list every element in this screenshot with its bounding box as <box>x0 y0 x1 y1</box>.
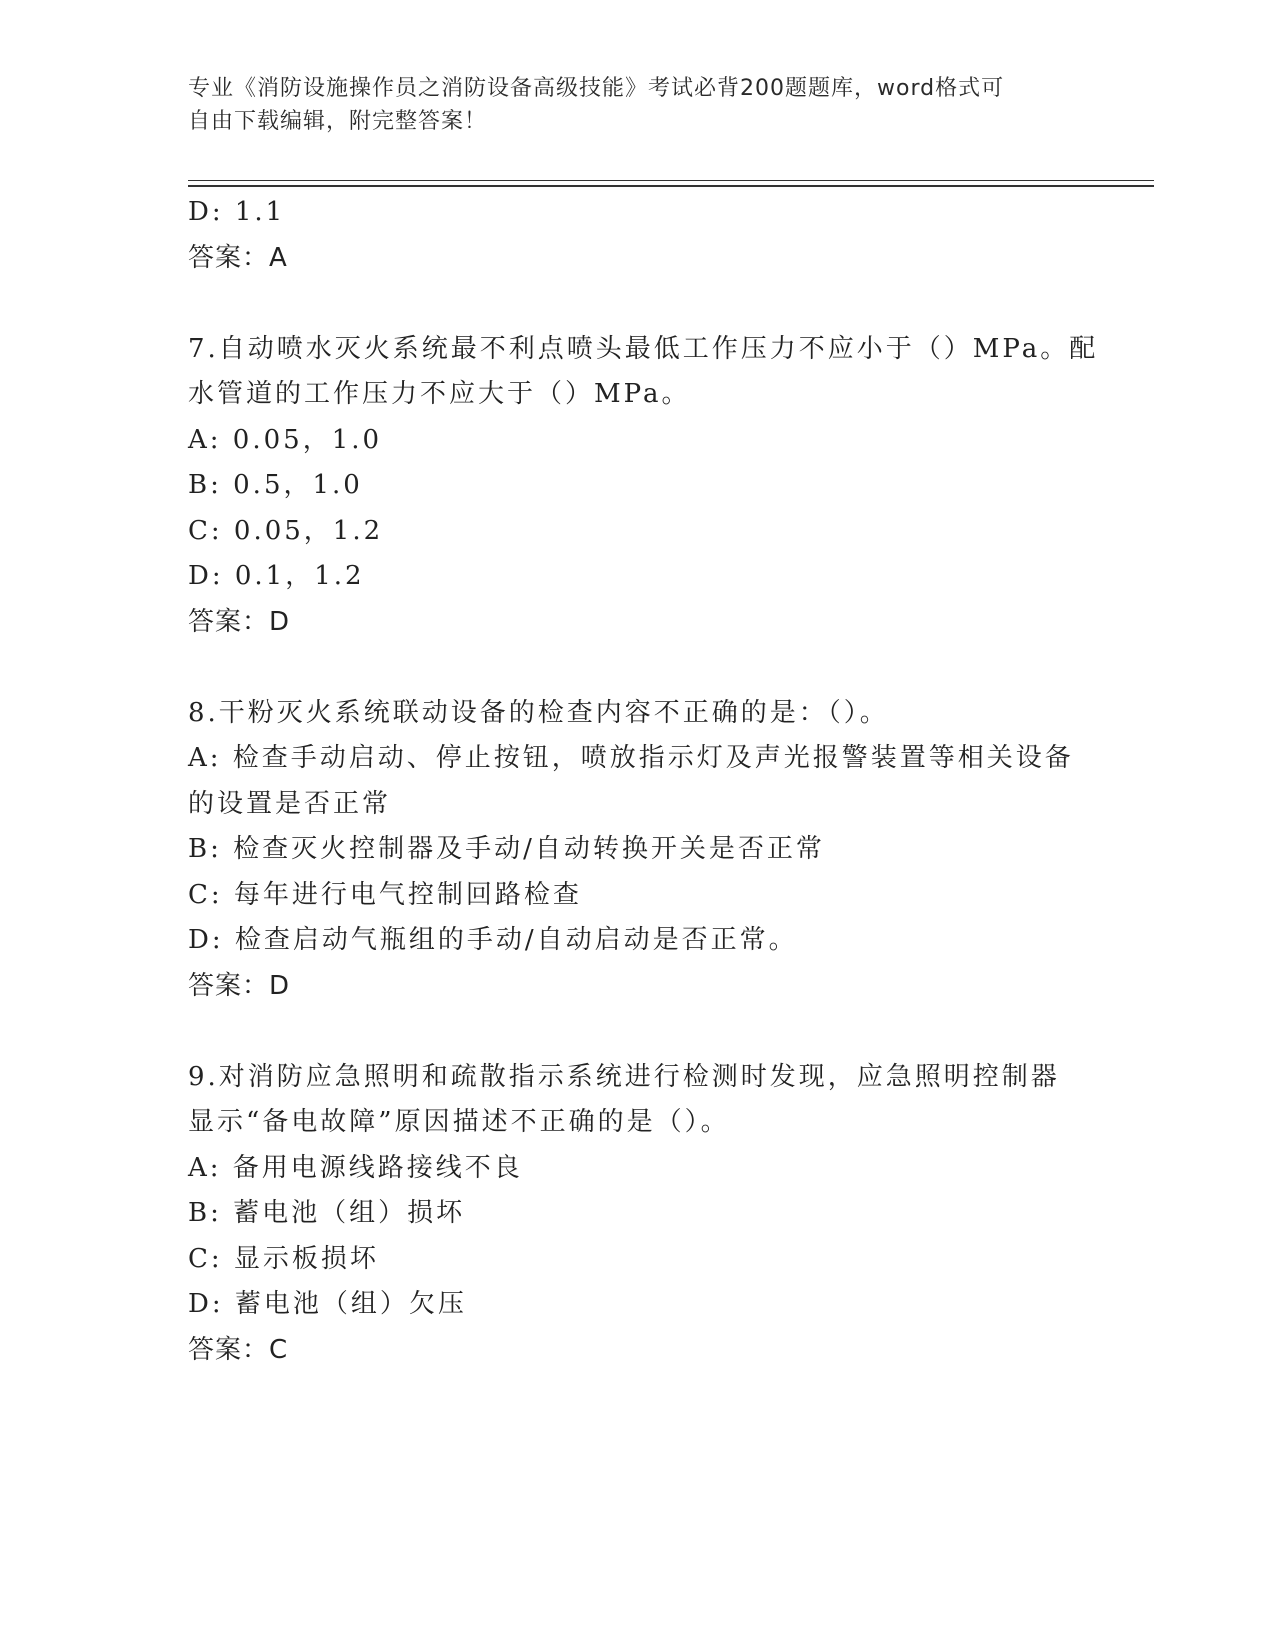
header-line-2: 自由下载编辑，附完整答案！ <box>188 109 488 134</box>
header-divider-thick <box>188 185 1154 187</box>
header-divider-thin <box>188 180 1154 181</box>
answer: 答案：D <box>188 970 291 1001</box>
previous-question-tail <box>188 190 1088 281</box>
option-c: C: 显示板损坏 <box>188 1243 379 1274</box>
question-stem-continued: 显示“备电故障”原因描述不正确的是（）。 <box>188 1107 730 1137</box>
header-line-1: 专业《消防设施操作员之消防设备高级技能》考试必背200题题库，word格式可 <box>188 76 1005 101</box>
question-7 <box>188 327 1099 646</box>
question-stem: 8.干粉灭火系统联动设备的检查内容不正确的是：（）。 <box>188 697 889 728</box>
option-d: D: 检查启动气瓶组的手动/自动启动是否正常。 <box>188 925 798 955</box>
option-a: A: 0.05，1.0 <box>188 424 383 455</box>
option-d: D: 蓄电池（组）欠压 <box>188 1289 467 1319</box>
option-a: A: 检查手动启动、停止按钮，喷放指示灯及声光报警装置等相关设备 <box>188 743 1074 773</box>
option-b: B: 0.5，1.0 <box>188 470 363 500</box>
option-d: D: 1.1 <box>188 197 286 227</box>
question-stem: 9.对消防应急照明和疏散指示系统进行检测时发现，应急照明控制器 <box>188 1061 1060 1092</box>
option-c: C: 每年进行电气控制回路检查 <box>188 879 582 910</box>
option-a: A: 备用电源线路接线不良 <box>188 1152 523 1183</box>
document-header <box>188 72 1088 138</box>
option-b: B: 检查灭火控制器及手动/自动转换开关是否正常 <box>188 834 825 864</box>
option-a-continued: 的设置是否正常 <box>188 788 392 819</box>
question-content <box>188 190 1099 1373</box>
option-c: C: 0.05，1.2 <box>188 515 384 546</box>
spacer <box>188 281 1088 327</box>
spacer <box>188 1009 1088 1055</box>
question-8 <box>188 691 1088 1010</box>
answer: 答案：D <box>188 606 291 637</box>
question-stem-continued: 水管道的工作压力不应大于（）MPa。 <box>188 379 691 409</box>
spacer <box>188 645 1088 691</box>
question-stem: 7.自动喷水灭火系统最不利点喷头最低工作压力不应小于（）MPa。配 <box>188 333 1099 364</box>
option-d: D: 0.1，1.2 <box>188 561 365 591</box>
option-b: B: 蓄电池（组）损坏 <box>188 1198 466 1228</box>
answer: 答案：C <box>188 1334 289 1365</box>
question-9 <box>188 1055 1088 1374</box>
answer: 答案：A <box>188 242 288 273</box>
